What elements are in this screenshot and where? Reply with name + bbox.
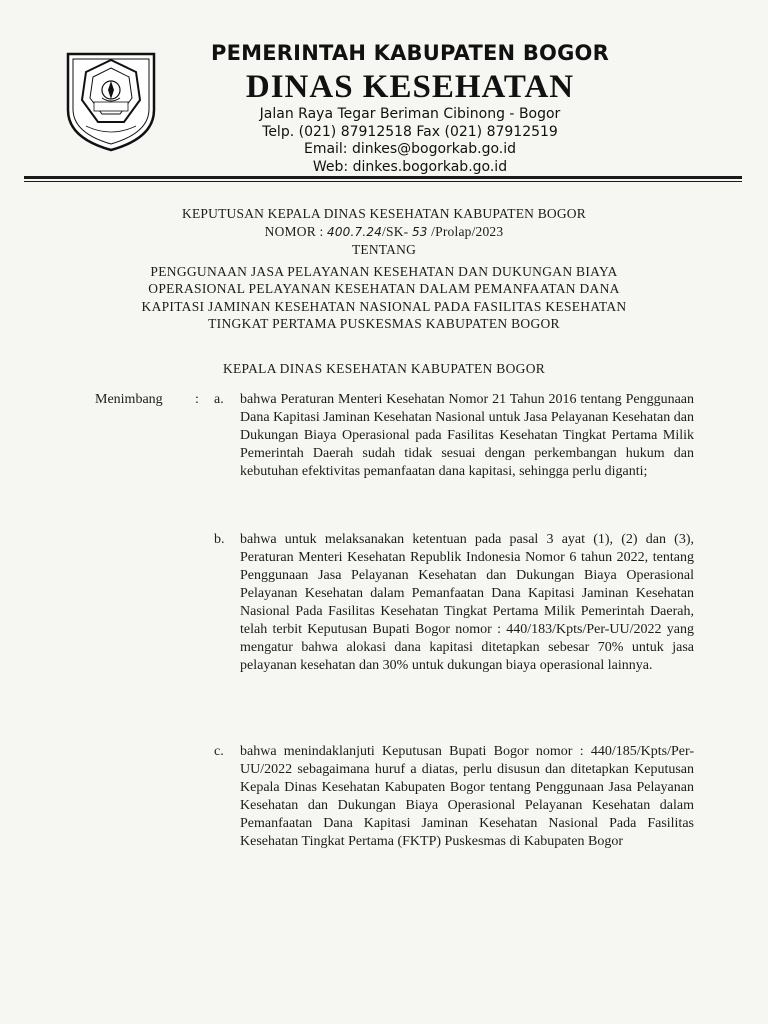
letterhead-divider-thin [24, 181, 742, 182]
decree-official-title: KEPALA DINAS KESEHATAN KABUPATEN BOGOR [222, 361, 546, 376]
letterhead-divider-thick [24, 176, 742, 179]
agency-phone: Telp. (021) 87912518 Fax (021) 87912519 [262, 123, 558, 140]
government-name: PEMERINTAH KABUPATEN BOGOR [211, 41, 609, 65]
regency-logo-icon [62, 46, 160, 154]
letterhead [170, 40, 650, 176]
consideration-letter: a. [214, 392, 224, 407]
decree-about: TENTANG [351, 242, 417, 257]
decree-subject [40, 263, 728, 333]
decree-title-block [40, 205, 728, 333]
considerations-colon: : [195, 392, 199, 407]
decree-number-prefix: NOMOR : [264, 223, 327, 239]
agency-email: Email: dinkes@bogorkab.go.id [303, 141, 517, 157]
decree-subject-line: TINGKAT PERTAMA PUSKESMAS KABUPATEN BOGOR [208, 316, 560, 331]
consideration-text: bahwa Peraturan Menteri Kesehatan Nomor 21 Tahun 2016 tentang Penggunaan Dana Kapitasi Jaminan Kesehatan Nasional untuk Jasa Pelayanan Kesehatan dan Dukungan Biaya Operasional pada Fasilitas Kesehatan Tingkat Pertama Milik Pemerintah Daerah sudah tidak sesuai dengan perkembangan hukum dan kebutuhan efektivitas pemanfaatan dana kapitasi, sehingga perlu diganti; [240, 392, 694, 479]
decree-number-suffix: /Prolap/2023 [427, 223, 504, 239]
decree-number [40, 223, 728, 242]
decree-subject-line: PENGGUNAAN JASA PELAYANAN KESEHATAN DAN DUKUNGAN BIAYA [150, 263, 618, 279]
consideration-letter: b. [214, 532, 225, 547]
decree-number-handwritten-seq: 53 [411, 224, 428, 239]
agency-address: Jalan Raya Tegar Beriman Cibinong - Bogor [259, 106, 561, 122]
agency-website: Web: dinkes.bogorkab.go.id [312, 158, 508, 175]
decree-number-mid: /SK- [382, 223, 412, 239]
consideration-letter: c. [214, 744, 224, 759]
decree-subject-line: KAPITASI JAMINAN KESEHATAN NASIONAL PADA FASILITAS KESEHATAN [141, 298, 627, 314]
decree-heading: KEPUTUSAN KEPALA DINAS KESEHATAN KABUPATEN BOGOR [182, 206, 586, 221]
considerations-label: Menimbang [95, 392, 163, 407]
decree-subject-line: OPERASIONAL PELAYANAN KESEHATAN DALAM PEMANFAATAN DANA [148, 281, 620, 296]
consideration-text: bahwa menindaklanjuti Keputusan Bupati Bogor nomor : 440/185/Kpts/Per-UU/2022 sebagaimana huruf a diatas, perlu disusun dan ditetapkan Keputusan Kepala Dinas Kesehatan Kabupaten Bogor tentang Penggunaan Jasa Pelayanan Kesehatan dan Dukungan Biaya Operasional Pelayanan Kesehatan dalam Pemanfaatan Dana Kapitasi Jaminan Kesehatan Nasional Pada Fasilitas Kesehatan Tingkat Pertama (FKTP) Puskesmas di Kabupaten Bogor [240, 744, 694, 849]
decree-number-handwritten-code: 400.7.24 [327, 224, 383, 239]
agency-name: DINAS KESEHATAN [245, 69, 575, 105]
consideration-text: bahwa untuk melaksanakan ketentuan pada pasal 3 ayat (1), (2) dan (3), Peraturan Menteri Kesehatan Republik Indonesia Nomor 6 tahun 2022, tentang Penggunaan Jasa Pelayanan Kesehatan dan Dukungan Biaya Operasional Pelayanan Kesehatan dalam Pemanfaatan Dana Kapitasi Jaminan Kesehatan Nasional Pada Fasilitas Kesehatan Tingkat Pertama Milik Pemerintah Daerah, telah terbit Keputusan Bupati Bogor nomor : 440/183/Kpts/Per-UU/2022 yang mengatur bahwa alokasi dana kapitasi ditetapkan sebesar 70% untuk jasa pelayanan kesehatan dan 30% untuk dukungan biaya operasional lainnya. [240, 532, 694, 673]
